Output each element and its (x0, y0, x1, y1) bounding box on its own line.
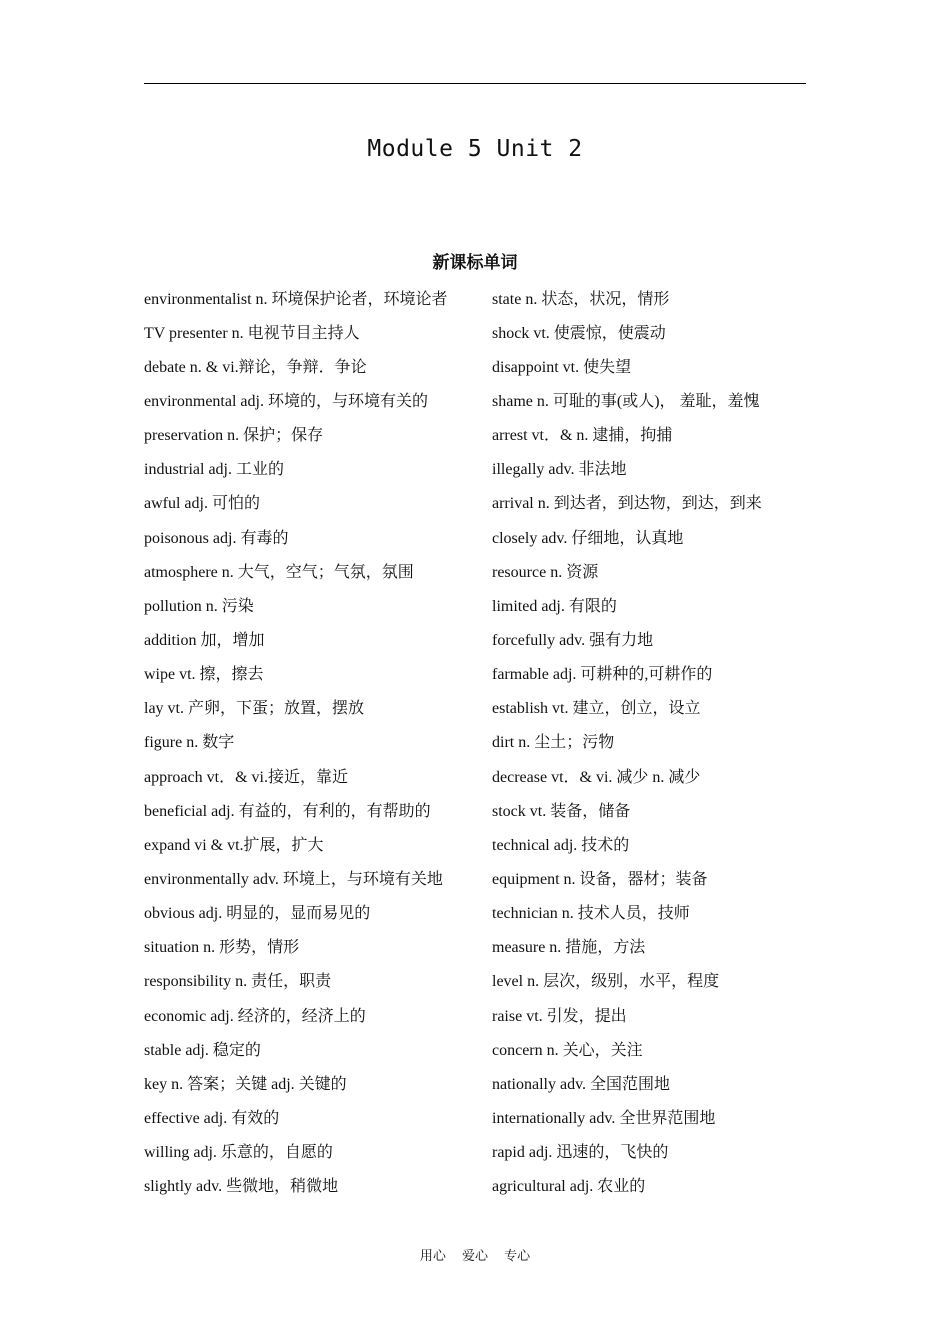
vocab-entry-right: farmable adj. 可耕种的,可耕作的 (492, 666, 713, 684)
vocab-row (144, 451, 806, 485)
vocab-entry-right: raise vt. 引发，提出 (492, 1007, 627, 1025)
vocab-row (144, 963, 806, 997)
vocab-entry-left: slightly adv. 些微地，稍微地 (144, 1178, 339, 1196)
vocab-row (144, 929, 806, 963)
vocab-entry-right: stock vt. 装备，储备 (492, 802, 631, 820)
vocab-row (144, 314, 806, 348)
vocab-row (144, 724, 806, 758)
vocab-entry-right: concern n. 关心，关注 (492, 1041, 643, 1059)
vocab-entry-left: key n. 答案；关键 adj. 关键的 (144, 1075, 347, 1093)
vocab-entry-right: technician n. 技术人员，技师 (492, 905, 690, 923)
vocab-entry-right: agricultural adj. 农业的 (492, 1178, 646, 1196)
vocab-row (144, 895, 806, 929)
vocab-entry-right: dirt n. 尘土；污物 (492, 734, 615, 752)
vocab-entry-right: decrease vt．& vi. 减少 n. 减少 (492, 768, 701, 786)
vocab-row (144, 485, 806, 519)
vocab-entry-right: internationally adv. 全世界范围地 (492, 1109, 716, 1127)
vocab-entry-left: environmentalist n. 环境保护论者，环境论者 (144, 290, 448, 308)
vocab-entry-left: situation n. 形势，情形 (144, 939, 300, 957)
vocab-entry-right: shock vt. 使震惊，使震动 (492, 324, 666, 342)
vocab-row (144, 997, 806, 1031)
vocab-entry-left: debate n. & vi.辩论，争辩．争论 (144, 358, 367, 376)
vocab-entry-left: addition 加，增加 (144, 631, 265, 649)
vocab-entry-left: lay vt. 产卵，下蛋；放置，摆放 (144, 700, 364, 718)
vocab-entry-right: disappoint vt. 使失望 (492, 358, 632, 376)
vocab-row (144, 1099, 806, 1133)
vocab-entry-left: TV presenter n. 电视节目主持人 (144, 324, 360, 342)
header-rule (144, 83, 806, 84)
vocab-row (144, 348, 806, 382)
vocab-row (144, 656, 806, 690)
vocab-entry-left: figure n. 数字 (144, 734, 235, 752)
vocab-row (144, 587, 806, 621)
vocab-row (144, 621, 806, 655)
vocab-entry-right: arrival n. 到达者，到达物，到达，到来 (492, 495, 762, 513)
vocab-entry-right: establish vt. 建立，创立，设立 (492, 700, 701, 718)
vocab-row (144, 690, 806, 724)
vocab-row (144, 758, 806, 792)
vocab-row (144, 792, 806, 826)
page-title: Module 5 Unit 2 (367, 136, 583, 162)
vocab-entry-left: pollution n. 污染 (144, 597, 254, 615)
vocab-row (144, 553, 806, 587)
vocabulary-list (144, 280, 806, 1202)
vocab-entry-left: environmental adj. 环境的，与环境有关的 (144, 392, 428, 410)
section-heading: 新课标单词 (432, 253, 518, 273)
vocab-entry-right: nationally adv. 全国范围地 (492, 1075, 671, 1093)
vocab-row (144, 519, 806, 553)
vocab-entry-right: equipment n. 设备，器材；装备 (492, 870, 708, 888)
vocab-entry-left: atmosphere n. 大气，空气；气氛，氛围 (144, 563, 414, 581)
vocab-entry-right: closely adv. 仔细地，认真地 (492, 529, 684, 547)
vocab-entry-right: shame n. 可耻的事(或人)， 羞耻，羞愧 (492, 392, 760, 410)
vocab-entry-right: level n. 层次，级别，水平，程度 (492, 973, 720, 991)
vocab-entry-right: rapid adj. 迅速的，飞快的 (492, 1144, 669, 1162)
vocab-entry-left: poisonous adj. 有毒的 (144, 529, 289, 547)
vocab-row (144, 1134, 806, 1168)
vocab-row (144, 860, 806, 894)
vocab-row (144, 1031, 806, 1065)
vocab-entry-right: arrest vt．& n. 逮捕，拘捕 (492, 427, 673, 445)
vocab-entry-left: willing adj. 乐意的，自愿的 (144, 1144, 333, 1162)
vocab-row (144, 382, 806, 416)
vocab-entry-right: forcefully adv. 强有力地 (492, 631, 654, 649)
vocab-entry-right: state n. 状态，状况，情形 (492, 290, 670, 308)
vocab-entry-right: illegally adv. 非法地 (492, 461, 627, 479)
vocab-entry-left: expand vi & vt.扩展，扩大 (144, 836, 324, 854)
vocab-entry-left: wipe vt. 擦，擦去 (144, 666, 264, 684)
vocab-entry-left: stable adj. 稳定的 (144, 1041, 261, 1059)
vocab-row (144, 826, 806, 860)
vocab-row (144, 1065, 806, 1099)
vocab-row (144, 417, 806, 451)
page-footer: 用心 爱心 专心 (419, 1249, 531, 1264)
vocab-entry-right: limited adj. 有限的 (492, 597, 617, 615)
vocab-entry-left: beneficial adj. 有益的，有利的，有帮助的 (144, 802, 431, 820)
vocab-entry-left: effective adj. 有效的 (144, 1109, 280, 1127)
vocab-entry-left: awful adj. 可怕的 (144, 495, 260, 513)
vocab-entry-left: economic adj. 经济的，经济上的 (144, 1007, 366, 1025)
vocab-entry-left: preservation n. 保护；保存 (144, 427, 324, 445)
vocab-row (144, 280, 806, 314)
vocab-entry-right: technical adj. 技术的 (492, 836, 630, 854)
vocab-entry-right: resource n. 资源 (492, 563, 599, 581)
vocab-entry-left: environmentally adv. 环境上，与环境有关地 (144, 870, 443, 888)
vocab-entry-right: measure n. 措施，方法 (492, 939, 646, 957)
vocab-entry-left: obvious adj. 明显的，显而易见的 (144, 905, 371, 923)
vocab-entry-left: approach vt．& vi.接近，靠近 (144, 768, 348, 786)
vocab-row (144, 1168, 806, 1202)
vocab-entry-left: industrial adj. 工业的 (144, 461, 284, 479)
vocab-entry-left: responsibility n. 责任，职责 (144, 973, 332, 991)
